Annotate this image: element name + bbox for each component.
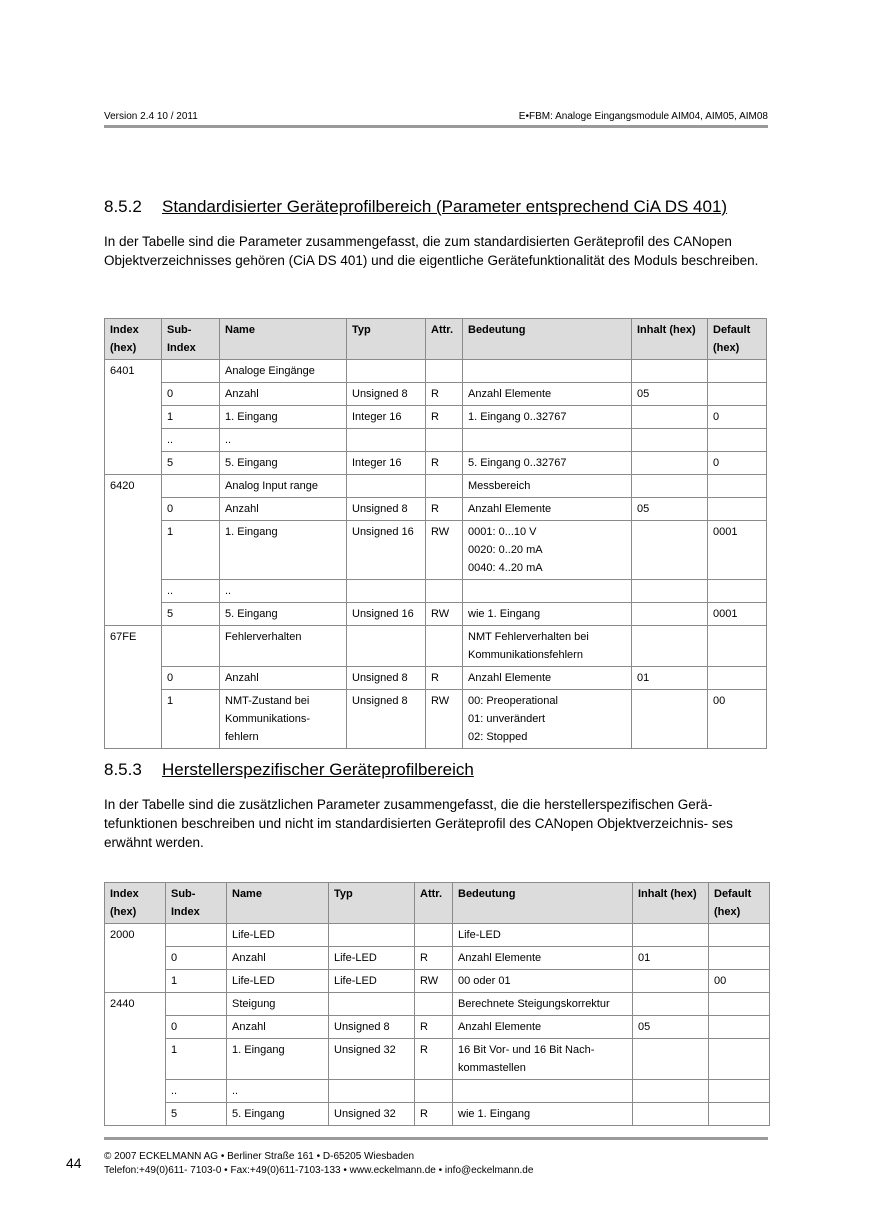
cell-attr: R bbox=[426, 452, 463, 475]
cell-bedeutung: 00: Preoperational 01: unverändert 02: Stopped bbox=[463, 690, 632, 749]
cell-bedeutung: Anzahl Elemente bbox=[463, 667, 632, 690]
cell-name: 5. Eingang bbox=[220, 603, 347, 626]
table-row bbox=[105, 383, 767, 406]
cell-attr bbox=[426, 360, 463, 383]
table-row bbox=[105, 603, 767, 626]
cell-name: .. bbox=[227, 1080, 329, 1103]
cell-typ bbox=[347, 626, 426, 667]
cell-attr: R bbox=[415, 947, 453, 970]
section-intro-852: In der Tabelle sind die Parameter zusammengefasst, die zum standardisierten Geräteprofil des CANopen Objektverzeichnisses gehören (CiA DS 401) und die eigentliche Gerätefunktionalität des Moduls beschreiben. bbox=[104, 234, 759, 268]
cell-name: Anzahl bbox=[220, 498, 347, 521]
col-header-typ: Typ bbox=[347, 319, 426, 360]
table-row bbox=[105, 1103, 770, 1126]
cell-default: 0001 bbox=[708, 603, 767, 626]
cell-inhalt bbox=[633, 1039, 709, 1080]
cell-sub bbox=[166, 924, 227, 947]
cell-index: 2000 bbox=[105, 924, 166, 947]
cell-inhalt bbox=[632, 360, 708, 383]
cell-attr bbox=[426, 475, 463, 498]
cell-sub: 0 bbox=[162, 383, 220, 406]
cell-sub bbox=[166, 993, 227, 1016]
cell-index bbox=[105, 970, 166, 993]
cell-typ: Life-LED bbox=[329, 970, 415, 993]
cell-bedeutung: Anzahl Elemente bbox=[453, 947, 633, 970]
cell-bedeutung: Life-LED bbox=[453, 924, 633, 947]
cell-name: Life-LED bbox=[227, 970, 329, 993]
col-header-default: Default (hex) bbox=[708, 319, 767, 360]
table-row bbox=[105, 498, 767, 521]
cell-inhalt: 05 bbox=[632, 498, 708, 521]
cell-name: Life-LED bbox=[227, 924, 329, 947]
cell-sub: 5 bbox=[162, 603, 220, 626]
table-row bbox=[105, 947, 770, 970]
cell-attr bbox=[415, 924, 453, 947]
table-row bbox=[105, 626, 767, 667]
cell-typ: Unsigned 8 bbox=[347, 498, 426, 521]
cell-attr bbox=[415, 1080, 453, 1103]
table-row bbox=[105, 580, 767, 603]
cell-default: 00 bbox=[709, 970, 770, 993]
cell-attr: R bbox=[415, 1016, 453, 1039]
cell-sub: 1 bbox=[166, 970, 227, 993]
cell-sub: .. bbox=[162, 429, 220, 452]
cell-index bbox=[105, 498, 162, 521]
col-header-inhalt: Inhalt (hex) bbox=[633, 883, 709, 924]
cell-sub: 1 bbox=[162, 690, 220, 749]
header-rule bbox=[104, 125, 768, 128]
col-header-name: Name bbox=[220, 319, 347, 360]
section-heading-853 bbox=[104, 760, 474, 780]
cell-typ bbox=[329, 1080, 415, 1103]
cell-index bbox=[105, 603, 162, 626]
cell-bedeutung: 1. Eingang 0..32767 bbox=[463, 406, 632, 429]
cell-bedeutung: 00 oder 01 bbox=[453, 970, 633, 993]
cell-typ: Unsigned 8 bbox=[347, 383, 426, 406]
cell-index: 6420 bbox=[105, 475, 162, 498]
cell-bedeutung: NMT Fehlerverhalten bei Kommunikationsfehlern bbox=[463, 626, 632, 667]
cell-bedeutung bbox=[453, 1080, 633, 1103]
cell-default bbox=[708, 360, 767, 383]
cell-index bbox=[105, 1103, 166, 1126]
cell-default bbox=[709, 947, 770, 970]
cell-inhalt: 01 bbox=[633, 947, 709, 970]
cell-attr: RW bbox=[426, 690, 463, 749]
cell-typ bbox=[347, 429, 426, 452]
cell-default bbox=[709, 1103, 770, 1126]
table-row bbox=[105, 924, 770, 947]
table-header-row bbox=[105, 883, 770, 924]
cell-attr: R bbox=[415, 1103, 453, 1126]
section-heading-852 bbox=[104, 197, 727, 217]
cell-default bbox=[708, 475, 767, 498]
cell-sub bbox=[162, 475, 220, 498]
cell-default bbox=[709, 993, 770, 1016]
cell-name: .. bbox=[220, 580, 347, 603]
table-header-row bbox=[105, 319, 767, 360]
col-header-bedeutung: Bedeutung bbox=[463, 319, 632, 360]
cell-name: 1. Eingang bbox=[220, 521, 347, 580]
cell-sub: .. bbox=[166, 1080, 227, 1103]
col-header-bedeutung: Bedeutung bbox=[453, 883, 633, 924]
page-header-right: E•FBM: Analoge Eingangsmodule AIM04, AIM05, AIM08 bbox=[518, 111, 768, 122]
section-title: Standardisierter Geräteprofilbereich (Parameter entsprechend CiA DS 401) bbox=[162, 197, 728, 216]
cell-default bbox=[708, 429, 767, 452]
cell-index bbox=[105, 1080, 166, 1103]
table-row bbox=[105, 521, 767, 580]
cell-bedeutung: Anzahl Elemente bbox=[463, 498, 632, 521]
cell-bedeutung: 0001: 0...10 V 0020: 0..20 mA 0040: 4..20 mA bbox=[463, 521, 632, 580]
parameter-table-standard bbox=[104, 318, 767, 749]
cell-name: 5. Eingang bbox=[227, 1103, 329, 1126]
cell-sub bbox=[162, 626, 220, 667]
cell-name: Steigung bbox=[227, 993, 329, 1016]
table-row bbox=[105, 429, 767, 452]
cell-name: Anzahl bbox=[220, 667, 347, 690]
cell-sub: .. bbox=[162, 580, 220, 603]
table-row bbox=[105, 667, 767, 690]
section-intro-853: In der Tabelle sind die zusätzlichen Parameter zusammengefasst, die die herstellerspezifischen Gerä- tefunktionen beschreiben und nicht im standardisierten Geräteprofil des CANopen Objektverzeichnis- ses erwähnt werden. bbox=[104, 797, 733, 850]
cell-inhalt bbox=[633, 993, 709, 1016]
table-row bbox=[105, 360, 767, 383]
cell-index bbox=[105, 406, 162, 429]
table-row bbox=[105, 452, 767, 475]
cell-attr bbox=[426, 429, 463, 452]
cell-index bbox=[105, 383, 162, 406]
cell-name: 1. Eingang bbox=[220, 406, 347, 429]
cell-attr: R bbox=[426, 667, 463, 690]
cell-sub: 0 bbox=[166, 947, 227, 970]
col-header-typ: Typ bbox=[329, 883, 415, 924]
cell-index bbox=[105, 521, 162, 580]
cell-default: 0 bbox=[708, 406, 767, 429]
cell-typ: Unsigned 8 bbox=[347, 690, 426, 749]
cell-index: 6401 bbox=[105, 360, 162, 383]
cell-inhalt bbox=[632, 690, 708, 749]
cell-name: Anzahl bbox=[227, 947, 329, 970]
cell-attr: RW bbox=[415, 970, 453, 993]
cell-name: 5. Eingang bbox=[220, 452, 347, 475]
cell-bedeutung bbox=[463, 429, 632, 452]
col-header-index: Index (hex) bbox=[105, 319, 162, 360]
cell-index: 67FE bbox=[105, 626, 162, 667]
cell-default bbox=[708, 498, 767, 521]
cell-bedeutung bbox=[463, 580, 632, 603]
cell-name: NMT-Zustand bei Kommunikations- fehlern bbox=[220, 690, 347, 749]
parameter-table-vendor bbox=[104, 882, 770, 1126]
cell-index bbox=[105, 947, 166, 970]
cell-attr: RW bbox=[426, 521, 463, 580]
section-number: 8.5.2 bbox=[104, 197, 142, 216]
section-title: Herstellerspezifischer Geräteprofilbereich bbox=[162, 760, 474, 779]
cell-default: 0 bbox=[708, 452, 767, 475]
cell-typ: Unsigned 32 bbox=[329, 1039, 415, 1080]
cell-bedeutung bbox=[463, 360, 632, 383]
cell-inhalt bbox=[632, 521, 708, 580]
cell-default bbox=[709, 1016, 770, 1039]
cell-attr bbox=[426, 580, 463, 603]
cell-typ: Unsigned 16 bbox=[347, 603, 426, 626]
col-header-index: Index (hex) bbox=[105, 883, 166, 924]
cell-attr bbox=[415, 993, 453, 1016]
page-header-left: Version 2.4 10 / 2011 bbox=[104, 111, 198, 122]
cell-typ: Unsigned 16 bbox=[347, 521, 426, 580]
cell-bedeutung: wie 1. Eingang bbox=[463, 603, 632, 626]
table-row bbox=[105, 406, 767, 429]
cell-typ: Integer 16 bbox=[347, 406, 426, 429]
page-number: 44 bbox=[66, 1155, 82, 1171]
cell-typ: Integer 16 bbox=[347, 452, 426, 475]
cell-typ: Unsigned 8 bbox=[329, 1016, 415, 1039]
cell-inhalt bbox=[632, 406, 708, 429]
cell-index: 2440 bbox=[105, 993, 166, 1016]
cell-sub: 5 bbox=[162, 452, 220, 475]
cell-index bbox=[105, 690, 162, 749]
cell-typ bbox=[347, 475, 426, 498]
cell-bedeutung: 5. Eingang 0..32767 bbox=[463, 452, 632, 475]
col-header-subindex: Sub- Index bbox=[162, 319, 220, 360]
cell-index bbox=[105, 1039, 166, 1080]
cell-typ: Life-LED bbox=[329, 947, 415, 970]
footer-address: © 2007 ECKELMANN AG • Berliner Straße 161 • D-65205 Wiesbaden bbox=[104, 1151, 415, 1162]
cell-inhalt: 05 bbox=[633, 1016, 709, 1039]
cell-attr bbox=[426, 626, 463, 667]
footer-rule bbox=[104, 1137, 768, 1140]
cell-inhalt bbox=[633, 970, 709, 993]
cell-bedeutung: Anzahl Elemente bbox=[453, 1016, 633, 1039]
cell-inhalt bbox=[632, 603, 708, 626]
cell-sub: 1 bbox=[166, 1039, 227, 1080]
cell-typ: Unsigned 8 bbox=[347, 667, 426, 690]
col-header-attr: Attr. bbox=[426, 319, 463, 360]
table-row bbox=[105, 475, 767, 498]
cell-index bbox=[105, 1016, 166, 1039]
table-row bbox=[105, 1080, 770, 1103]
cell-default bbox=[708, 626, 767, 667]
col-header-inhalt: Inhalt (hex) bbox=[632, 319, 708, 360]
cell-sub bbox=[162, 360, 220, 383]
cell-typ: Unsigned 32 bbox=[329, 1103, 415, 1126]
cell-typ bbox=[329, 924, 415, 947]
table-row bbox=[105, 1039, 770, 1080]
cell-default bbox=[708, 383, 767, 406]
cell-name: Fehlerverhalten bbox=[220, 626, 347, 667]
cell-inhalt: 05 bbox=[632, 383, 708, 406]
cell-name: Analoge Eingänge bbox=[220, 360, 347, 383]
cell-inhalt bbox=[632, 429, 708, 452]
cell-attr: R bbox=[426, 498, 463, 521]
col-header-attr: Attr. bbox=[415, 883, 453, 924]
cell-sub: 1 bbox=[162, 406, 220, 429]
cell-default: 0001 bbox=[708, 521, 767, 580]
table-row bbox=[105, 690, 767, 749]
cell-name: Analog Input range bbox=[220, 475, 347, 498]
cell-index bbox=[105, 452, 162, 475]
cell-default bbox=[709, 1039, 770, 1080]
cell-bedeutung: Messbereich bbox=[463, 475, 632, 498]
cell-name: .. bbox=[220, 429, 347, 452]
cell-inhalt: 01 bbox=[632, 667, 708, 690]
col-header-name: Name bbox=[227, 883, 329, 924]
cell-inhalt bbox=[632, 626, 708, 667]
table-body bbox=[105, 360, 767, 749]
section-number: 8.5.3 bbox=[104, 760, 142, 779]
cell-inhalt bbox=[632, 452, 708, 475]
cell-inhalt bbox=[632, 580, 708, 603]
col-header-subindex: Sub- Index bbox=[166, 883, 227, 924]
cell-typ bbox=[329, 993, 415, 1016]
cell-inhalt bbox=[633, 924, 709, 947]
cell-name: Anzahl bbox=[220, 383, 347, 406]
table-row bbox=[105, 970, 770, 993]
cell-default bbox=[709, 924, 770, 947]
cell-bedeutung: Anzahl Elemente bbox=[463, 383, 632, 406]
table-body bbox=[105, 924, 770, 1126]
cell-index bbox=[105, 580, 162, 603]
cell-bedeutung: wie 1. Eingang bbox=[453, 1103, 633, 1126]
cell-default: 00 bbox=[708, 690, 767, 749]
table-row bbox=[105, 1016, 770, 1039]
cell-sub: 0 bbox=[162, 667, 220, 690]
cell-sub: 0 bbox=[166, 1016, 227, 1039]
cell-default bbox=[708, 667, 767, 690]
cell-index bbox=[105, 667, 162, 690]
cell-attr: R bbox=[426, 383, 463, 406]
cell-sub: 5 bbox=[166, 1103, 227, 1126]
cell-name: Anzahl bbox=[227, 1016, 329, 1039]
cell-attr: R bbox=[415, 1039, 453, 1080]
footer-contact: Telefon:+49(0)611- 7103-0 • Fax:+49(0)611-7103-133 • www.eckelmann.de • info@eckelmann.de bbox=[104, 1165, 534, 1176]
cell-bedeutung: Berechnete Steigungskorrektur bbox=[453, 993, 633, 1016]
cell-attr: R bbox=[426, 406, 463, 429]
cell-attr: RW bbox=[426, 603, 463, 626]
cell-default bbox=[709, 1080, 770, 1103]
cell-name: 1. Eingang bbox=[227, 1039, 329, 1080]
col-header-default: Default (hex) bbox=[709, 883, 770, 924]
cell-typ bbox=[347, 580, 426, 603]
table-row bbox=[105, 993, 770, 1016]
cell-inhalt bbox=[633, 1080, 709, 1103]
cell-sub: 1 bbox=[162, 521, 220, 580]
cell-inhalt bbox=[633, 1103, 709, 1126]
cell-index bbox=[105, 429, 162, 452]
cell-typ bbox=[347, 360, 426, 383]
cell-default bbox=[708, 580, 767, 603]
cell-bedeutung: 16 Bit Vor- und 16 Bit Nach- kommastellen bbox=[453, 1039, 633, 1080]
cell-inhalt bbox=[632, 475, 708, 498]
cell-sub: 0 bbox=[162, 498, 220, 521]
